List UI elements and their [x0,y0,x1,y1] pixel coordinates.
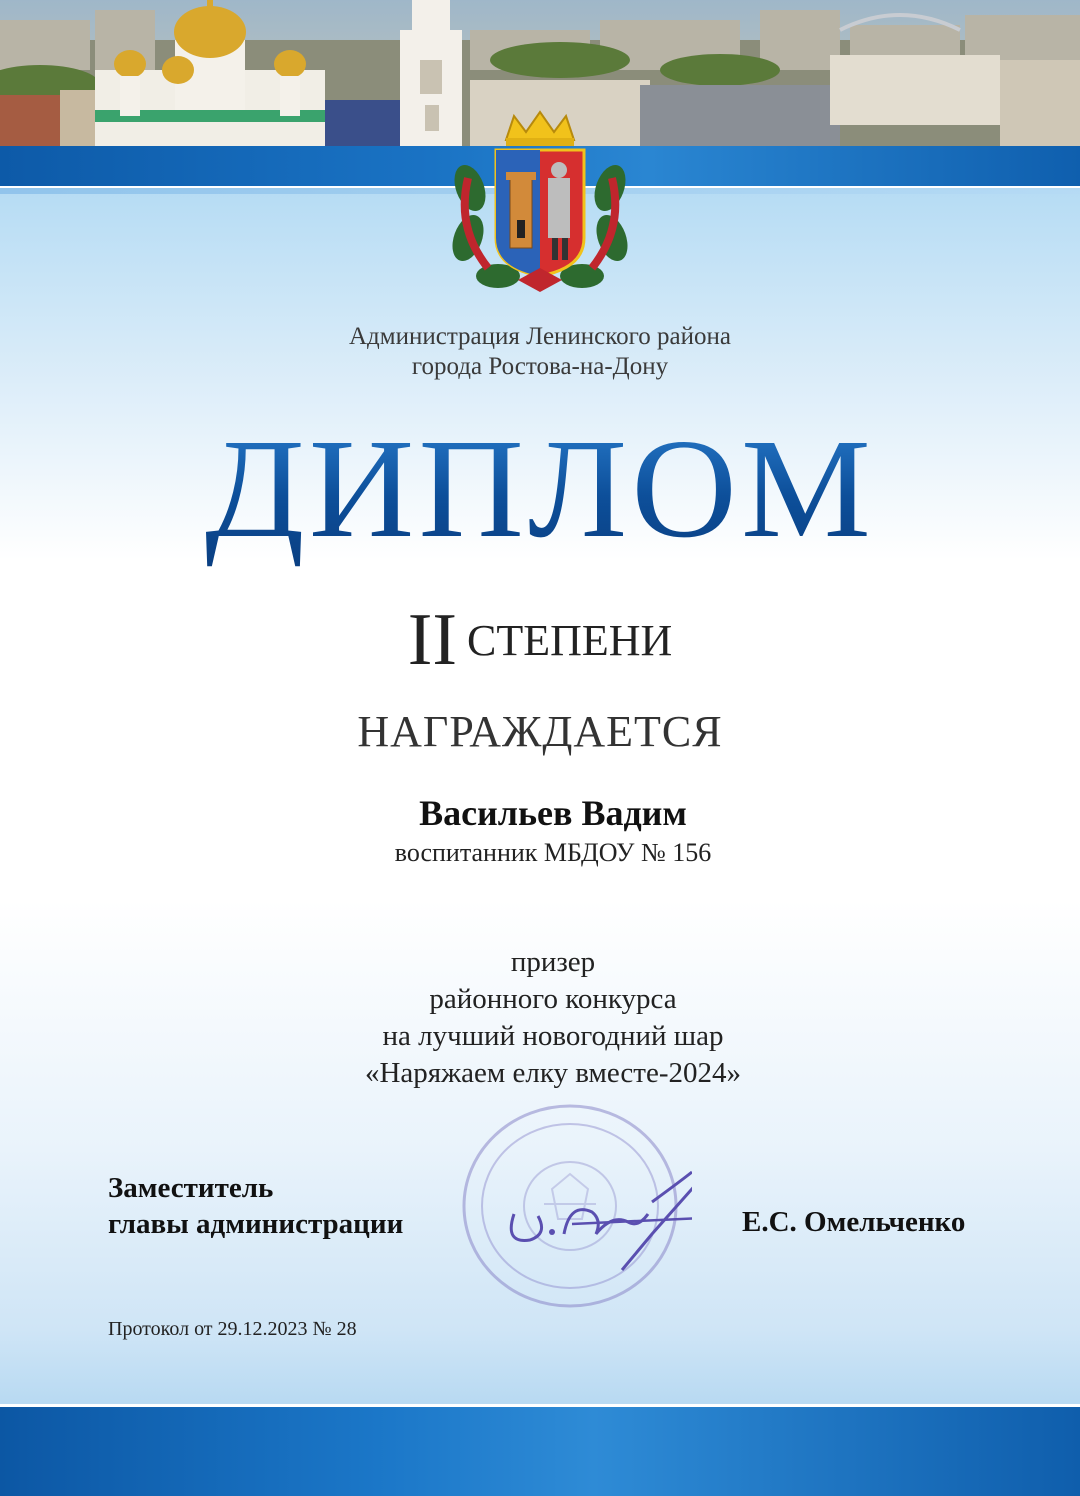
recipient-description: воспитанник МБДОУ № 156 [394,838,712,867]
award-reason-line: на лучший новогодний шар [382,1020,724,1052]
award-reason-line: районного конкурса [429,983,677,1015]
diploma-title-text: ДИПЛОМ [205,424,875,567]
rostov-coat-of-arms-icon [448,108,632,300]
degree-word: СТЕПЕНИ [466,616,673,665]
handwritten-signature-icon [511,1164,692,1270]
organization-line-1: Администрация Ленинского района [349,323,731,350]
award-reason-line: «Наряжаем елку вместе-2024» [364,1057,742,1089]
official-seal-icon [452,1094,692,1314]
award-reason [240,944,866,1092]
organization-line-2: города Ростова-на-Дону [411,353,669,380]
bottom-blue-band [0,1404,1080,1496]
organization-name [240,322,840,382]
signer-name: Е.С. Омельченко [742,1206,966,1238]
diploma-degree [240,598,840,683]
signer-role [108,1170,403,1242]
protocol-reference: Протокол от 29.12.2023 № 28 [108,1318,357,1340]
signer-role-line-1: Заместитель [108,1172,274,1204]
award-reason-line: призер [510,946,596,978]
degree-roman: II [407,599,457,681]
diploma-title [140,424,940,574]
signer-role-line-2: главы администрации [108,1208,404,1240]
awarded-heading: НАГРАЖДАЕТСЯ [357,707,723,756]
recipient-name: Васильев Вадим [419,793,687,833]
diploma-title-svg [140,424,940,574]
